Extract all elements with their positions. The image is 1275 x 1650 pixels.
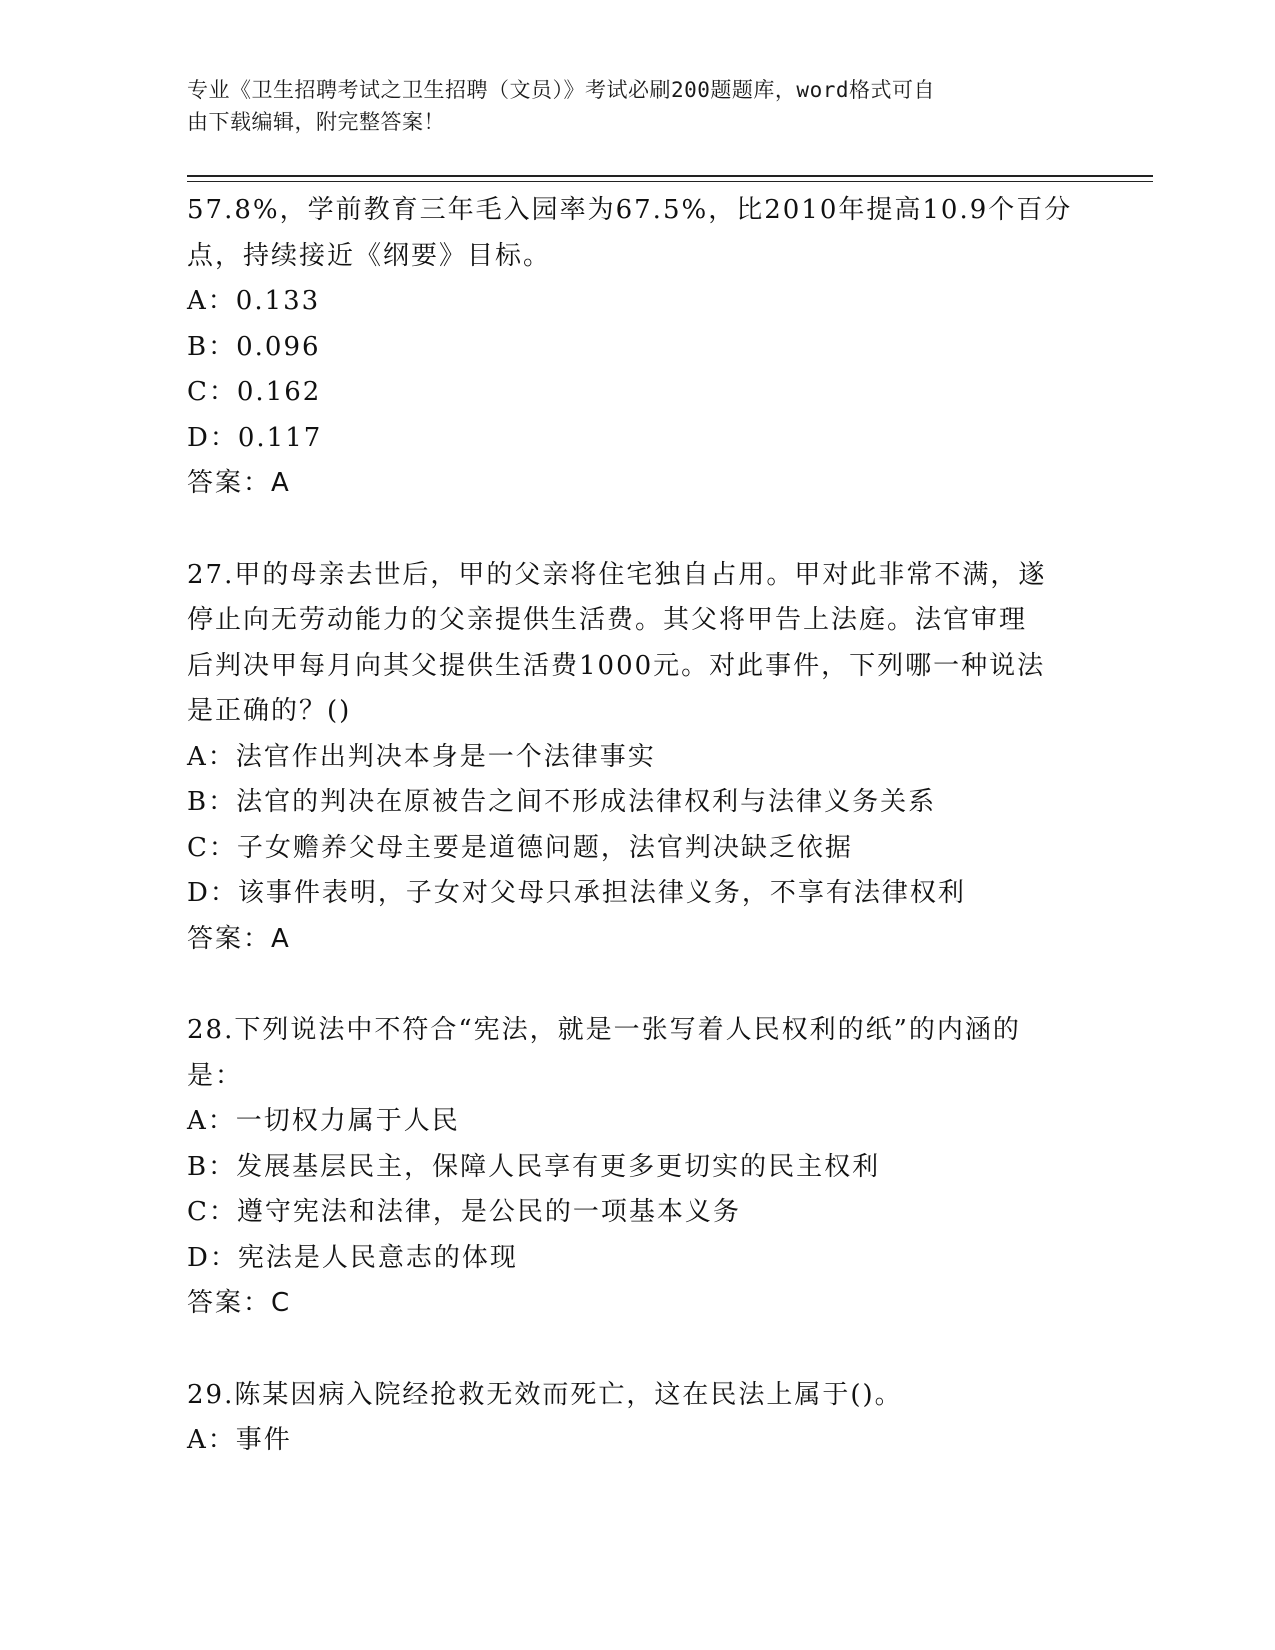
option-c: C：子女赡养父母主要是道德问题，法官判决缺乏依据 <box>187 832 853 863</box>
document-header <box>187 74 1067 138</box>
option-b: B：法官的判决在原被告之间不形成法律权利与法律义务关系 <box>187 787 937 817</box>
header-line-1: 专业《卫生招聘考试之卫生招聘（文员）》考试必刷200题题库，word格式可自 <box>187 78 935 102</box>
option-b: B：0.096 <box>187 331 321 362</box>
spacer <box>187 507 1087 553</box>
option-c: C：0.162 <box>187 377 322 407</box>
question-text-line: 点，持续接近《纲要》目标。 <box>187 240 552 271</box>
question-text-line: 28.下列说法中不符合“宪法，就是一张写着人民权利的纸”的内涵的 <box>187 1015 1021 1045</box>
answer-line: 答案：A <box>187 468 291 498</box>
question-text-line: 27.甲的母亲去世后，甲的父亲将住宅独自占用。甲对此非常不满，遂 <box>187 559 1047 590</box>
question-text-line: 停止向无劳动能力的父亲提供生活费。其父将甲告上法庭。法官审理 <box>187 605 1028 635</box>
answer-line: 答案：C <box>187 1288 292 1318</box>
option-d: D：该事件表明，子女对父母只承担法律义务，不享有法律权利 <box>187 878 966 908</box>
question-text-line: 29.陈某因病入院经抢救无效而死亡，这在民法上属于()。 <box>187 1379 903 1410</box>
question-27 <box>187 553 1087 963</box>
option-a: A：0.133 <box>187 286 321 316</box>
question-text-line: 57.8%，学前教育三年毛入园率为67.5%，比2010年提高10.9个百分 <box>187 195 1073 225</box>
question-text-line: 是： <box>187 1060 244 1091</box>
header-rule-thin <box>187 181 1153 182</box>
question-text-line: 后判决甲每月向其父提供生活费1000元。对此事件，下列哪一种说法 <box>187 650 1046 681</box>
option-b: B：发展基层民主，保障人民享有更多更切实的民主权利 <box>187 1151 881 1182</box>
document-body <box>187 188 1087 1464</box>
header-rule-thick <box>187 175 1153 177</box>
question-continuation <box>187 188 1087 507</box>
spacer <box>187 1327 1087 1373</box>
option-a: A：事件 <box>187 1425 292 1455</box>
option-d: D：0.117 <box>187 422 323 453</box>
option-d: D：宪法是人民意志的体现 <box>187 1242 518 1273</box>
option-c: C：遵守宪法和法律，是公民的一项基本义务 <box>187 1197 741 1227</box>
option-a: A：一切权力属于人民 <box>187 1106 460 1136</box>
header-line-2: 由下载编辑，附完整答案！ <box>187 110 445 134</box>
answer-line: 答案：A <box>187 923 291 954</box>
question-text-line: 是正确的？() <box>187 696 352 726</box>
spacer <box>187 962 1087 1008</box>
question-28 <box>187 1008 1087 1327</box>
option-a: A：法官作出判决本身是一个法律事实 <box>187 741 656 772</box>
question-29 <box>187 1373 1087 1464</box>
